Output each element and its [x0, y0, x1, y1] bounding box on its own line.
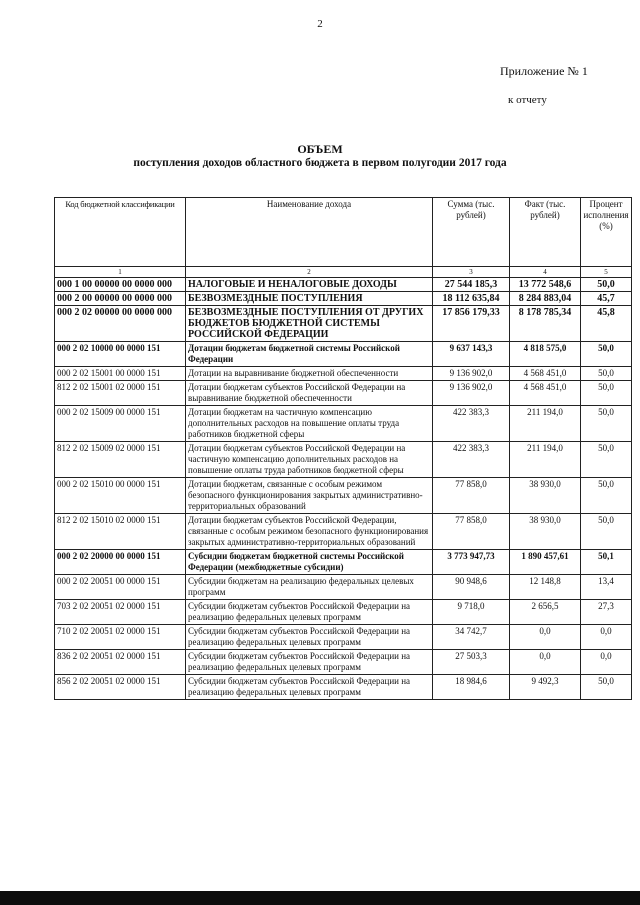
row-percent: 50,0 [581, 478, 632, 514]
scan-bottom-edge [0, 891, 640, 905]
row-fact: 4 818 575,0 [510, 342, 581, 367]
row-fact: 38 930,0 [510, 478, 581, 514]
row-name: БЕЗВОЗМЕЗДНЫЕ ПОСТУПЛЕНИЯ [186, 292, 433, 306]
row-name: Дотации бюджетам субъектов Российской Федерации, связанные с особым режимом безопасного функционирования закрытых административно-территориальных образований [186, 514, 433, 550]
row-percent: 0,0 [581, 650, 632, 675]
row-fact: 9 492,3 [510, 675, 581, 700]
row-sum: 3 773 947,73 [433, 550, 510, 575]
row-sum: 17 856 179,33 [433, 306, 510, 342]
header-code: Код бюджетной классификации [55, 198, 186, 267]
row-name: БЕЗВОЗМЕЗДНЫЕ ПОСТУПЛЕНИЯ ОТ ДРУГИХ БЮДЖЕТОВ БЮДЖЕТНОЙ СИСТЕМЫ РОССИЙСКОЙ ФЕДЕРАЦИИ [186, 306, 433, 342]
row-name: Дотации бюджетам на частичную компенсацию дополнительных расходов на повышение оплаты труда работников бюджетной сферы [186, 406, 433, 442]
row-name: Дотации бюджетам субъектов Российской Федерации на выравнивание бюджетной обеспеченности [186, 381, 433, 406]
row-code: 000 2 02 15009 00 0000 151 [55, 406, 186, 442]
row-code: 000 2 02 20051 00 0000 151 [55, 575, 186, 600]
row-sum: 9 718,0 [433, 600, 510, 625]
table-row [55, 381, 632, 406]
row-name: Дотации бюджетам бюджетной системы Российской Федерации [186, 342, 433, 367]
row-percent: 50,0 [581, 367, 632, 381]
page-number: 2 [317, 18, 323, 30]
row-sum: 77 858,0 [433, 514, 510, 550]
table-row [55, 478, 632, 514]
table-row [55, 442, 632, 478]
row-sum: 9 136 902,0 [433, 381, 510, 406]
row-sum: 34 742,7 [433, 625, 510, 650]
row-sum: 422 383,3 [433, 442, 510, 478]
table-row [55, 306, 632, 342]
row-sum: 9 136 902,0 [433, 367, 510, 381]
header-sum: Сумма (тыс. рублей) [433, 198, 510, 267]
row-percent: 50,0 [581, 442, 632, 478]
table-row [55, 342, 632, 367]
row-percent: 50,0 [581, 675, 632, 700]
row-name: Дотации бюджетам субъектов Российской Федерации на частичную компенсацию дополнительных расходов на повышение оплаты труда работников бюджетной сферы [186, 442, 433, 478]
row-percent: 13,4 [581, 575, 632, 600]
column-number: 1 [55, 267, 186, 278]
column-number: 2 [186, 267, 433, 278]
row-fact: 8 284 883,04 [510, 292, 581, 306]
table-row [55, 278, 632, 292]
row-sum: 27 503,3 [433, 650, 510, 675]
row-sum: 90 948,6 [433, 575, 510, 600]
row-code: 000 2 02 15001 00 0000 151 [55, 367, 186, 381]
row-name: Субсидии бюджетам на реализацию федеральных целевых программ [186, 575, 433, 600]
table-row [55, 675, 632, 700]
row-fact: 211 194,0 [510, 406, 581, 442]
row-name: НАЛОГОВЫЕ И НЕНАЛОГОВЫЕ ДОХОДЫ [186, 278, 433, 292]
row-fact: 38 930,0 [510, 514, 581, 550]
row-code: 000 2 00 00000 00 0000 000 [55, 292, 186, 306]
row-code: 812 2 02 15009 02 0000 151 [55, 442, 186, 478]
row-fact: 12 148,8 [510, 575, 581, 600]
row-percent: 50,0 [581, 406, 632, 442]
row-percent: 50,0 [581, 514, 632, 550]
column-number: 5 [581, 267, 632, 278]
row-code: 000 1 00 00000 00 0000 000 [55, 278, 186, 292]
row-fact: 0,0 [510, 625, 581, 650]
row-percent: 45,7 [581, 292, 632, 306]
row-name: Дотации на выравнивание бюджетной обеспеченности [186, 367, 433, 381]
row-name: Субсидии бюджетам бюджетной системы Российской Федерации (межбюджетные субсидии) [186, 550, 433, 575]
row-fact: 2 656,5 [510, 600, 581, 625]
table-row [55, 625, 632, 650]
row-sum: 77 858,0 [433, 478, 510, 514]
row-code: 000 2 02 20000 00 0000 151 [55, 550, 186, 575]
row-fact: 4 568 451,0 [510, 367, 581, 381]
table-row [55, 550, 632, 575]
row-code: 000 2 02 15010 00 0000 151 [55, 478, 186, 514]
table-row [55, 650, 632, 675]
row-percent: 50,0 [581, 278, 632, 292]
row-sum: 422 383,3 [433, 406, 510, 442]
table-row [55, 514, 632, 550]
row-code: 000 2 02 00000 00 0000 000 [55, 306, 186, 342]
header-fact: Факт (тыс. рублей) [510, 198, 581, 267]
table-row [55, 406, 632, 442]
row-code: 703 2 02 20051 02 0000 151 [55, 600, 186, 625]
row-name: Субсидии бюджетам субъектов Российской Федерации на реализацию федеральных целевых программ [186, 650, 433, 675]
row-code: 000 2 02 10000 00 0000 151 [55, 342, 186, 367]
table-row [55, 292, 632, 306]
row-sum: 18 112 635,84 [433, 292, 510, 306]
document-subtitle: поступления доходов областного бюджета в первом полугодии 2017 года [133, 157, 507, 169]
table-row [55, 600, 632, 625]
row-fact: 1 890 457,61 [510, 550, 581, 575]
row-percent: 45,8 [581, 306, 632, 342]
row-fact: 8 178 785,34 [510, 306, 581, 342]
row-name: Дотации бюджетам, связанные с особым режимом безопасного функционирования закрытых административно-территориальных образований [186, 478, 433, 514]
revenue-table [54, 197, 632, 700]
row-fact: 13 772 548,6 [510, 278, 581, 292]
table-row [55, 575, 632, 600]
header-name: Наименование дохода [186, 198, 433, 267]
row-percent: 27,3 [581, 600, 632, 625]
column-number-row [55, 267, 632, 278]
row-code: 836 2 02 20051 02 0000 151 [55, 650, 186, 675]
appendix-label: Приложение № 1 [500, 64, 588, 78]
row-sum: 27 544 185,3 [433, 278, 510, 292]
row-sum: 18 984,6 [433, 675, 510, 700]
row-code: 710 2 02 20051 02 0000 151 [55, 625, 186, 650]
row-fact: 211 194,0 [510, 442, 581, 478]
column-number: 3 [433, 267, 510, 278]
to-report-label: к отчету [508, 94, 547, 106]
row-percent: 50,1 [581, 550, 632, 575]
row-code: 812 2 02 15001 02 0000 151 [55, 381, 186, 406]
document-title: ОБЪЕМ [297, 142, 343, 156]
row-sum: 9 637 143,3 [433, 342, 510, 367]
column-number: 4 [510, 267, 581, 278]
table-header-row [55, 198, 632, 267]
row-code: 856 2 02 20051 02 0000 151 [55, 675, 186, 700]
row-percent: 0,0 [581, 625, 632, 650]
row-percent: 50,0 [581, 381, 632, 406]
row-name: Субсидии бюджетам субъектов Российской Федерации на реализацию федеральных целевых программ [186, 600, 433, 625]
header-percent: Процент исполнения (%) [581, 198, 632, 267]
table-row [55, 367, 632, 381]
row-name: Субсидии бюджетам субъектов Российской Федерации на реализацию федеральных целевых программ [186, 625, 433, 650]
row-fact: 4 568 451,0 [510, 381, 581, 406]
row-percent: 50,0 [581, 342, 632, 367]
row-code: 812 2 02 15010 02 0000 151 [55, 514, 186, 550]
row-name: Субсидии бюджетам субъектов Российской Федерации на реализацию федеральных целевых программ [186, 675, 433, 700]
row-fact: 0,0 [510, 650, 581, 675]
